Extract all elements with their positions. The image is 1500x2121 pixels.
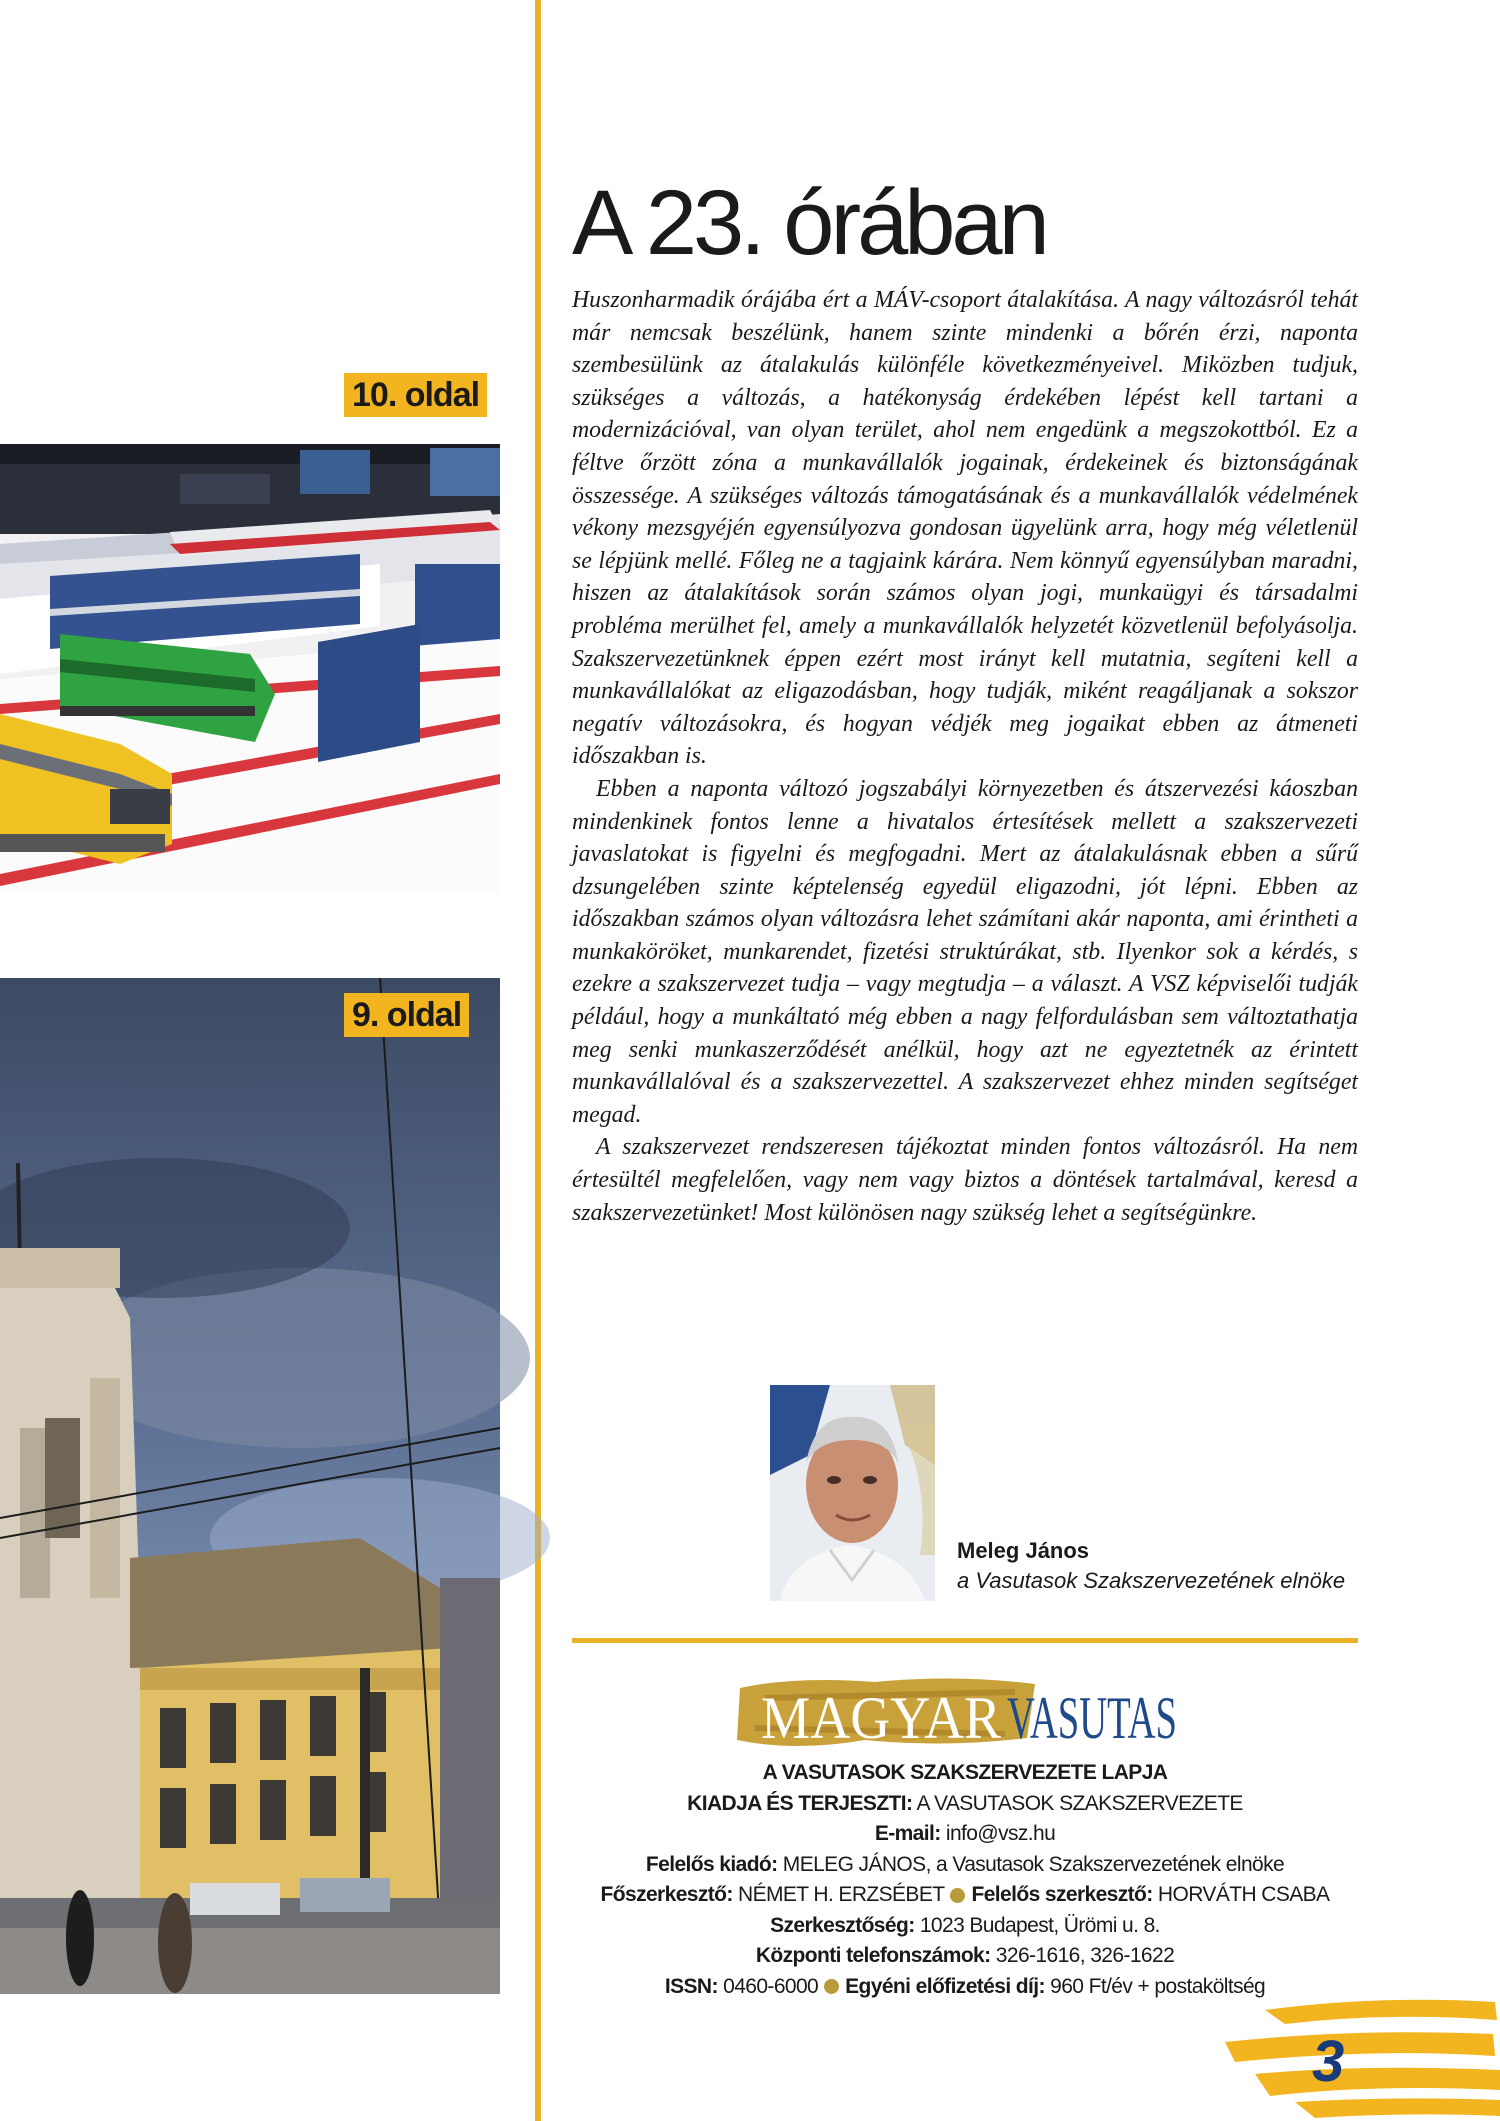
page-number-brush [1225, 1990, 1500, 2121]
article-title: A 23. órában [572, 172, 1046, 274]
bullet-dot-icon [824, 1979, 839, 1994]
railway-station-photo [0, 978, 500, 1994]
responsible-editor-label: Felelős szerkesztő: [971, 1883, 1153, 1906]
train-models-photo [0, 444, 500, 892]
author-role: a Vasutasok Szakszervezetének elnöke [957, 1568, 1346, 1593]
office-label: Szerkesztőség: [770, 1913, 915, 1937]
email-label: E-mail: [874, 1822, 941, 1845]
subscription-value: 960 Ft/év + postaköltség [1050, 1974, 1266, 1998]
page-number: 3 [1312, 2029, 1345, 2094]
subscription-label: Egyéni előfizetési díj: [845, 1974, 1045, 1998]
magyar-vasutas-logo [735, 1668, 1185, 1758]
article-body [572, 284, 1358, 1229]
phone-value: 326-1616, 326-1622 [995, 1944, 1175, 1967]
article-paragraph: Ebben a naponta változó jogszabályi környezetben és átszervezési káoszban mindenkinek fontos lenne a hivatalos értesítések mellett a szakszervezeti javaslatokat is figyelni és megfogadni. Mert az átalakulásnak ebben a sűrű dzsungelében szinte képtelenség egyedül eligazodni, jót lépni. Ebben az időszakban számos olyan változásra lehet számítani akár naponta, ami érintheti a munkaköröket, munkarendet, fizetési struktúrákat, stb. Ilyenkor sok a kérdés, s ezekre a szakszervezet tudja – vagy megtudja – a választ. A VSZ képviselői tudják például, hogy a munkáltató még ebben a nagy felfordulásban sem változtathatja meg senki munkaszerződését anélkül, hogy azt ne egyeztetnék az érintett munkavállalóval és a szakszervezettel. A szakszervezet ehhez minden segítséget megad. [572, 775, 1358, 1128]
responsible-publisher-value: MELEG JÁNOS, a Vasutasok Szakszervezetének elnöke [782, 1852, 1285, 1876]
responsible-publisher-label: Felelős kiadó: [645, 1852, 778, 1876]
editor-in-chief-label: Főszerkesztő: [600, 1883, 733, 1906]
article-paragraph: A szakszervezet rendszeresen tájékoztat minden fontos változásról. Ha nem értesültél megfelelően, vagy nem vagy biztos a döntések tartalmával, keresd a szakszervezetünket! Most különösen nagy szükség lehet a segítségünkre. [572, 1134, 1358, 1226]
masthead-tagline: A VASUTASOK SZAKSZERVEZETE LAPJA [762, 1761, 1168, 1784]
author-portrait [770, 1385, 935, 1601]
page-reference-tag-bottom: 9. oldal [344, 993, 469, 1037]
bullet-dot-icon [950, 1888, 965, 1903]
editor-in-chief-value: NÉMET H. ERZSÉBET [738, 1883, 945, 1906]
masthead-imprint [540, 1758, 1390, 2002]
email-value: info@vsz.hu [945, 1822, 1056, 1845]
logo-word-vasutas: VASUTAS [1007, 1685, 1177, 1751]
publisher-label: KIADJA ÉS TERJESZTI: [687, 1791, 913, 1815]
issn-label: ISSN: [664, 1974, 718, 1998]
responsible-editor-value: HORVÁTH CSABA [1157, 1883, 1330, 1906]
phone-label: Központi telefonszámok: [755, 1944, 991, 1967]
publisher-value: A VASUTASOK SZAKSZERVEZETE [916, 1791, 1243, 1815]
article-paragraph: Huszonharmadik órájába ért a MÁV-csoport átalakítása. A nagy változásról tehát már nemcsak beszélünk, hanem szinte mindenki a bőrén érzi, naponta szembesülünk az átalakulás különféle következményeivel. Miközben tudjuk, szükséges a változás, a hatékonyság érdekében lépést kell tartani a modernizációval, van olyan terület, ahol nem engedünk a megszokottból. Ez a féltve őrzött zóna a munkavállalók jogainak, érdekeinek és biztonságának összessége. A szükséges változás támogatásának és a munkavállalók védelmének vékony mezsgyéjén egyensúlyozva gondosan ügyelünk arra, hogy még véletlenül se lépjünk mellé. Főleg ne a tagjaink kárára. Nem könnyű egyensúlyban maradni, hiszen az átalakítások során számos olyan jogi, munkaügyi és társadalmi probléma merülhet fel, amely a munkavállalók helyzetét közvetlenül befolyásolja. Szakszervezetünknek éppen ezért most irányt kell mutatnia, segíteni kell a munkavállalókat az eligazodásban, hogy tudják, miként reagáljanak a sokszor negatív változásokra, és hogyan védjék meg jogaikat ebben az átmeneti időszakban is. [572, 287, 1358, 770]
page-reference-tag-top: 10. oldal [344, 373, 487, 417]
masthead-divider [572, 1638, 1358, 1643]
issn-value: 0460-6000 [723, 1974, 819, 1998]
author-name: Meleg János [957, 1538, 1090, 1563]
logo-word-magyar: MAGYAR [761, 1685, 1001, 1751]
office-value: 1023 Budapest, Ürömi u. 8. [919, 1913, 1160, 1937]
